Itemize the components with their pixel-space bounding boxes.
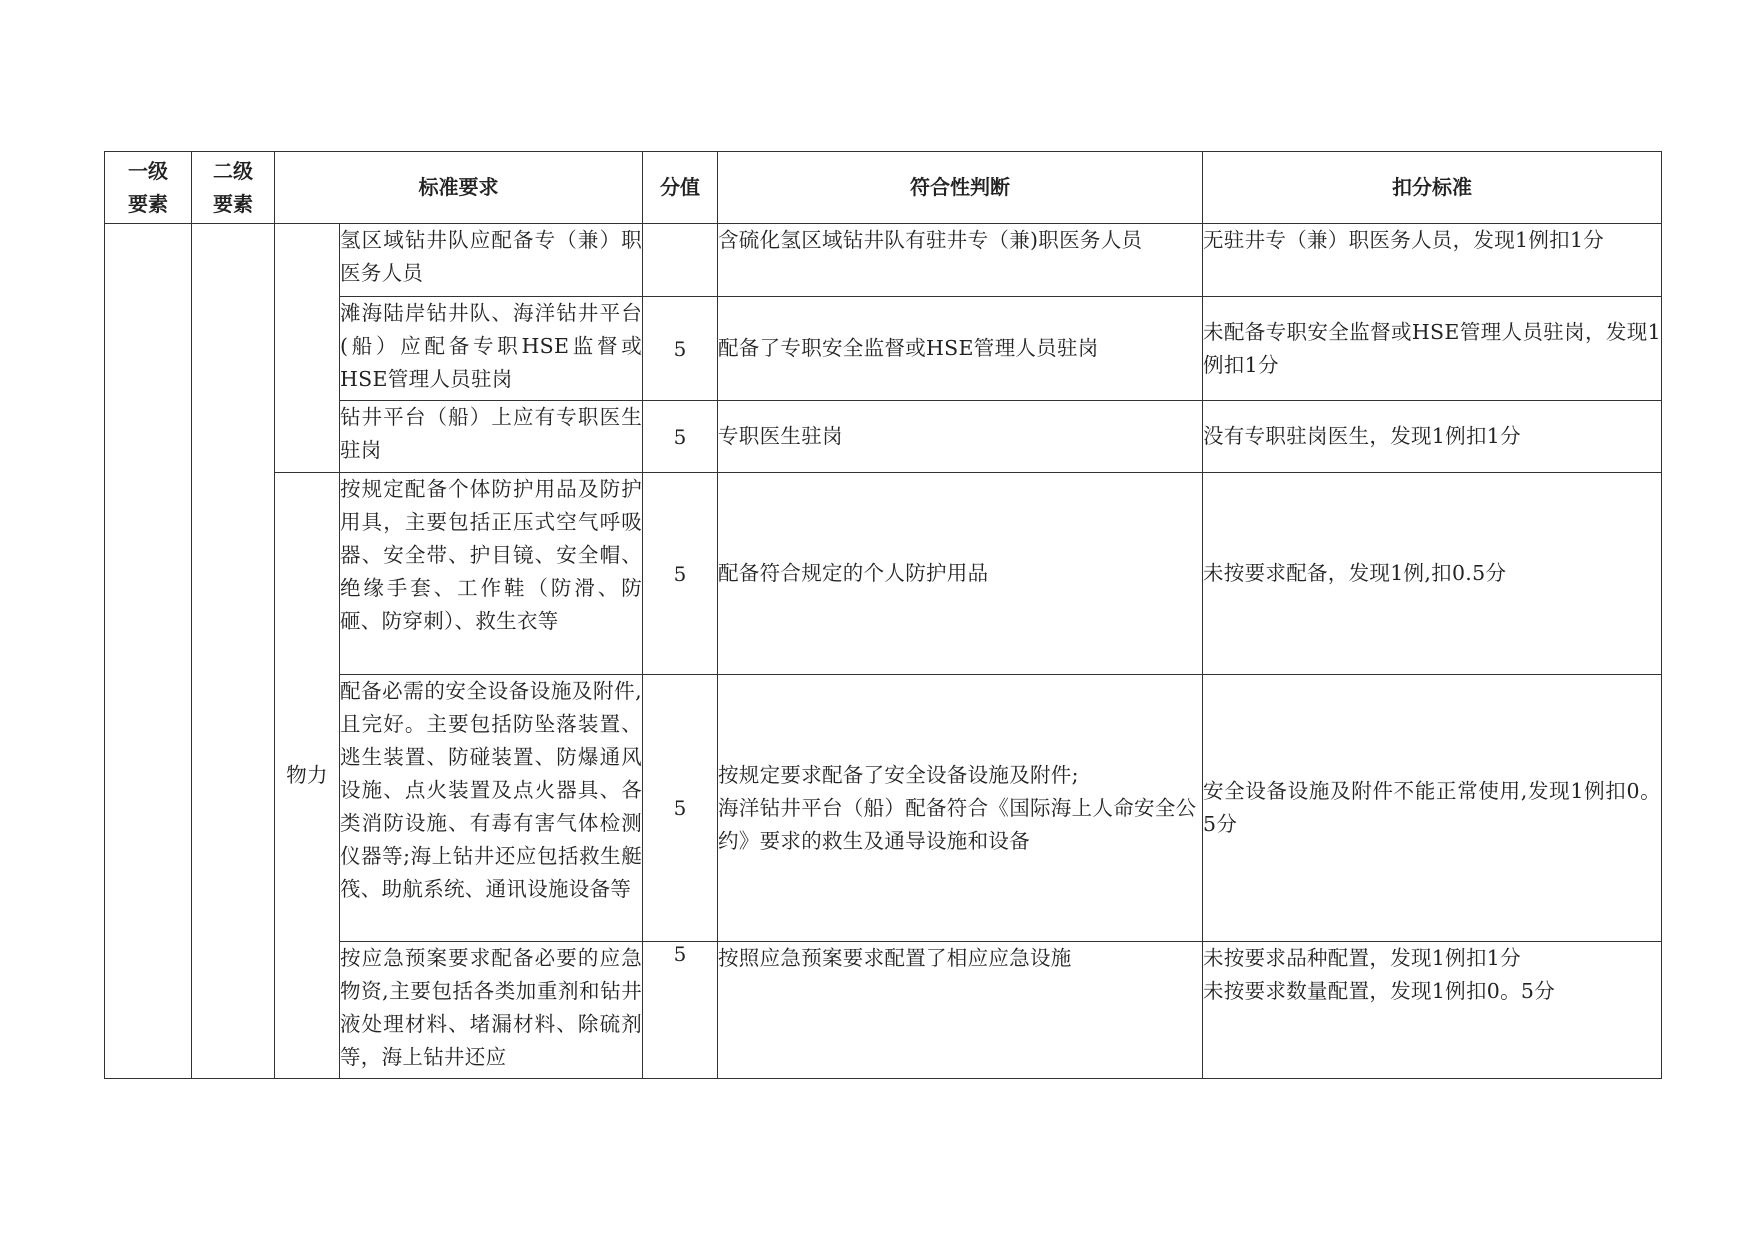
requirement-cell: 滩海陆岸钻井队、海洋钻井平台(船）应配备专职HSE监督或HSE管理人员驻岗 bbox=[340, 297, 643, 401]
conformity-cell: 按规定要求配备了安全设备设施及附件; 海洋钻井平台（船）配备符合《国际海上人命安全公约》要求的救生及通导设施和设备 bbox=[718, 675, 1203, 942]
header-requirement: 标准要求 bbox=[275, 152, 643, 224]
score-cell: 5 bbox=[643, 675, 718, 942]
level1-cell bbox=[105, 224, 192, 1079]
category-cell-wuli: 物力 bbox=[275, 473, 340, 1079]
header-score: 分值 bbox=[643, 152, 718, 224]
standards-table bbox=[104, 151, 1662, 1079]
conformity-cell: 专职医生驻岗 bbox=[718, 401, 1203, 473]
header-level1: 一级 要素 bbox=[105, 152, 192, 224]
deduction-cell: 未按要求品种配置，发现1例扣1分 未按要求数量配置，发现1例扣0。5分 bbox=[1203, 942, 1662, 1079]
score-cell: 5 bbox=[643, 942, 718, 1079]
table-row bbox=[105, 224, 1662, 297]
deduction-cell: 安全设备设施及附件不能正常使用,发现1例扣0。5分 bbox=[1203, 675, 1662, 942]
conformity-cell: 配备符合规定的个人防护用品 bbox=[718, 473, 1203, 675]
score-cell: 5 bbox=[643, 401, 718, 473]
deduction-cell: 未按要求配备，发现1例,扣0.5分 bbox=[1203, 473, 1662, 675]
score-cell bbox=[643, 224, 718, 297]
header-row bbox=[105, 152, 1662, 224]
score-cell: 5 bbox=[643, 473, 718, 675]
requirement-cell: 按规定配备个体防护用品及防护用具，主要包括正压式空气呼吸器、安全带、护目镜、安全帽、绝缘手套、工作鞋（防滑、防砸、防穿刺）、救生衣等 bbox=[340, 473, 643, 675]
requirement-cell: 按应急预案要求配备必要的应急物资,主要包括各类加重剂和钻井液处理材料、堵漏材料、除硫剂等，海上钻井还应 bbox=[340, 942, 643, 1079]
requirement-cell: 配备必需的安全设备设施及附件,且完好。主要包括防坠落装置、逃生装置、防碰装置、防爆通风设施、点火装置及点火器具、各类消防设施、有毒有害气体检测仪器等;海上钻井还应包括救生艇筏、助航系统、通讯设施设备等 bbox=[340, 675, 643, 942]
score-cell: 5 bbox=[643, 297, 718, 401]
requirement-cell: 钻井平台（船）上应有专职医生驻岗 bbox=[340, 401, 643, 473]
header-level2: 二级 要素 bbox=[192, 152, 275, 224]
header-deduction: 扣分标准 bbox=[1203, 152, 1662, 224]
conformity-cell: 配备了专职安全监督或HSE管理人员驻岗 bbox=[718, 297, 1203, 401]
header-conformity: 符合性判断 bbox=[718, 152, 1203, 224]
deduction-cell: 没有专职驻岗医生，发现1例扣1分 bbox=[1203, 401, 1662, 473]
category-cell-empty bbox=[275, 224, 340, 473]
conformity-cell: 按照应急预案要求配置了相应应急设施 bbox=[718, 942, 1203, 1079]
deduction-cell: 无驻井专（兼）职医务人员，发现1例扣1分 bbox=[1203, 224, 1662, 297]
conformity-cell: 含硫化氢区域钻井队有驻井专（兼)职医务人员 bbox=[718, 224, 1203, 297]
level2-cell bbox=[192, 224, 275, 1079]
table-row bbox=[105, 473, 1662, 675]
deduction-cell: 未配备专职安全监督或HSE管理人员驻岗，发现1例扣1分 bbox=[1203, 297, 1662, 401]
requirement-cell: 氢区域钻井队应配备专（兼）职医务人员 bbox=[340, 224, 643, 297]
